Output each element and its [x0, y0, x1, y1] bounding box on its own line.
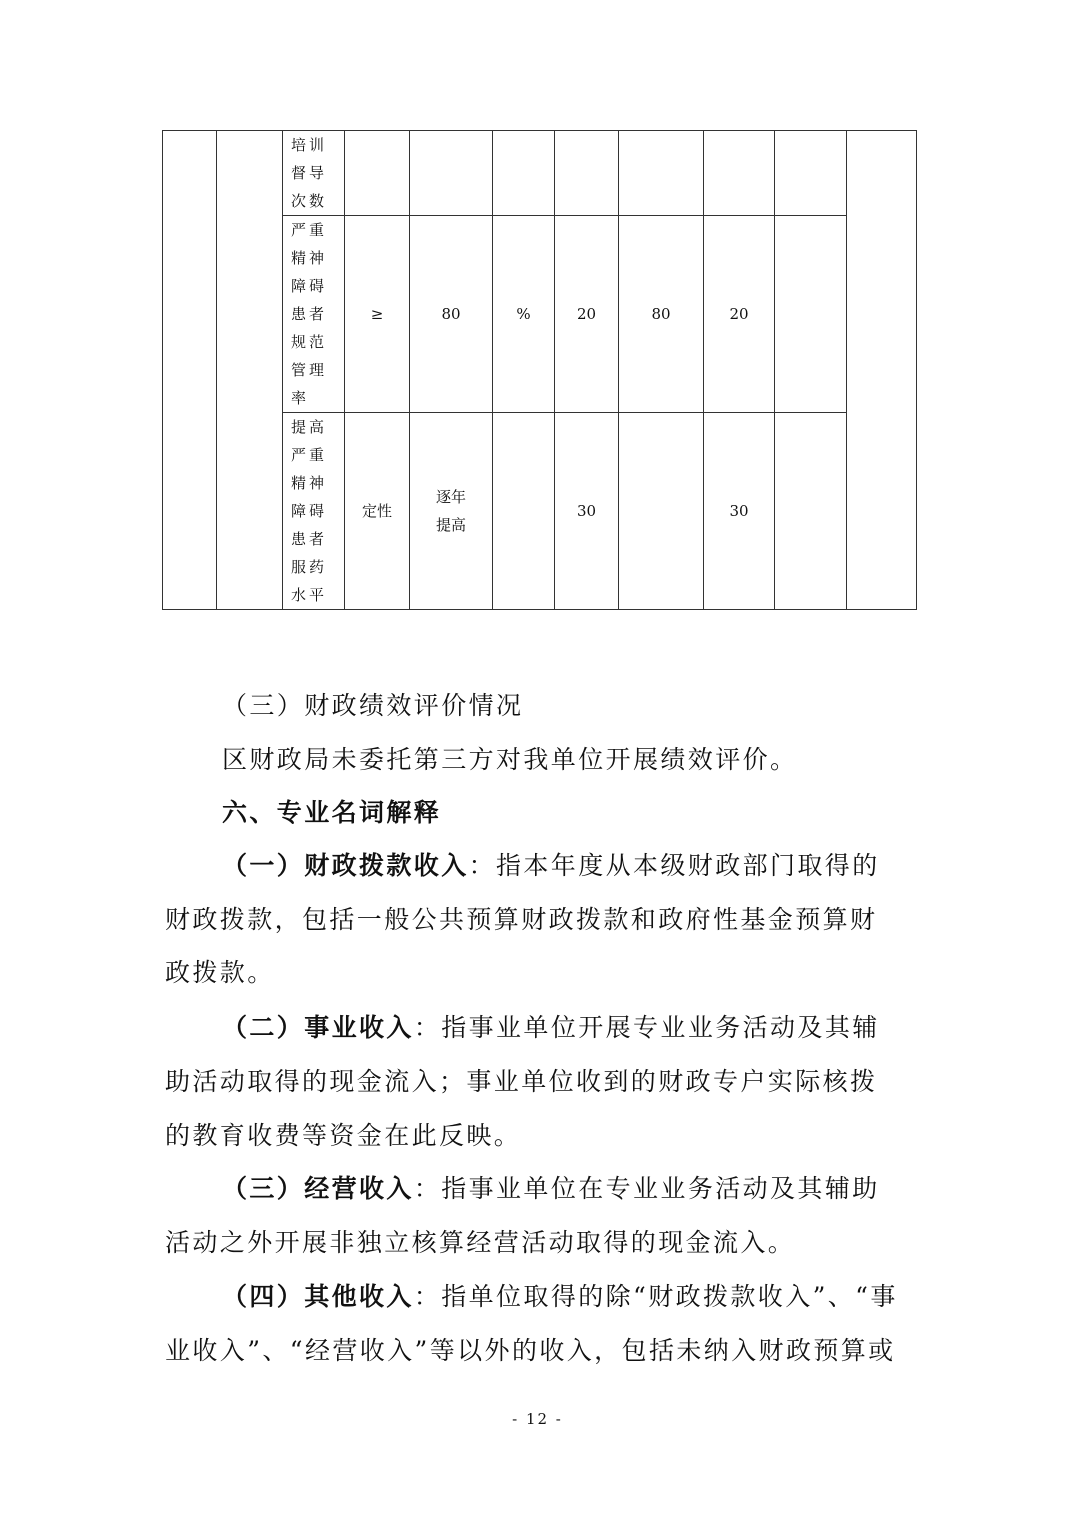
- term-label: （四）其他收入: [222, 1282, 414, 1311]
- indicator-cell: 培训督导次数: [283, 131, 345, 216]
- performance-table: [162, 130, 917, 610]
- paragraph-line: 的教育收费等资金在此反映。: [165, 1121, 522, 1150]
- weight-cell: 20: [555, 216, 619, 413]
- weight-cell: [555, 131, 619, 216]
- table-row: [163, 131, 917, 216]
- term-text: ：指事业单位开展专业业务活动及其辅: [413, 1013, 880, 1042]
- paragraph-line: [222, 1169, 880, 1205]
- unit-cell: [493, 131, 555, 216]
- section-heading: （三）财政绩效评价情况: [222, 691, 524, 720]
- score-cell: 30: [704, 413, 775, 610]
- note-cell: [775, 131, 847, 216]
- note-cell: [775, 216, 847, 413]
- score-cell: 20: [704, 216, 775, 413]
- section-heading: 六、专业名词解释: [222, 798, 442, 827]
- value-cell: [410, 131, 493, 216]
- weight-cell: 30: [555, 413, 619, 610]
- paragraph-line: [222, 846, 880, 882]
- unit-cell: %: [493, 216, 555, 413]
- unit-cell: [493, 413, 555, 610]
- value-cell: 逐年提高: [410, 413, 493, 610]
- actual-cell: [619, 413, 704, 610]
- paragraph-line: [222, 1277, 898, 1313]
- page-number: - 12 -: [512, 1410, 563, 1428]
- term-text: ：指本年度从本级财政部门取得的: [468, 851, 880, 880]
- table-cell: [847, 131, 917, 610]
- term-label: （一）财政拨款收入: [222, 851, 469, 880]
- indicator-cell: 提高严重精神障碍患者服药水平: [283, 413, 345, 610]
- indicator-cell: 严重精神障碍患者规范管理率: [283, 216, 345, 413]
- note-cell: [775, 413, 847, 610]
- paragraph-line: 业收入”、“经营收入”等以外的收入，包括未纳入财政预算或: [165, 1336, 896, 1365]
- value-cell: 80: [410, 216, 493, 413]
- symbol-cell: ≥: [345, 216, 410, 413]
- paragraph-line: 助活动取得的现金流入；事业单位收到的财政专户实际核拨: [165, 1067, 878, 1096]
- term-text: ：指事业单位在专业业务活动及其辅助: [413, 1174, 880, 1203]
- symbol-cell: [345, 131, 410, 216]
- paragraph-line: 财政拨款，包括一般公共预算财政拨款和政府性基金预算财: [165, 905, 878, 934]
- paragraph-line: 区财政局未委托第三方对我单位开展绩效评价。: [222, 745, 798, 774]
- actual-cell: 80: [619, 216, 704, 413]
- term-text: ：指单位取得的除“财政拨款收入”、“事: [413, 1282, 898, 1311]
- symbol-cell: 定性: [345, 413, 410, 610]
- term-label: （三）经营收入: [222, 1174, 414, 1203]
- actual-cell: [619, 131, 704, 216]
- paragraph-line: [222, 1008, 880, 1044]
- paragraph-line: 活动之外开展非独立核算经营活动取得的现金流入。: [165, 1228, 796, 1257]
- table-cell: [163, 131, 217, 610]
- paragraph-line: 政拨款。: [165, 958, 275, 987]
- table-cell: [217, 131, 283, 610]
- score-cell: [704, 131, 775, 216]
- term-label: （二）事业收入: [222, 1013, 414, 1042]
